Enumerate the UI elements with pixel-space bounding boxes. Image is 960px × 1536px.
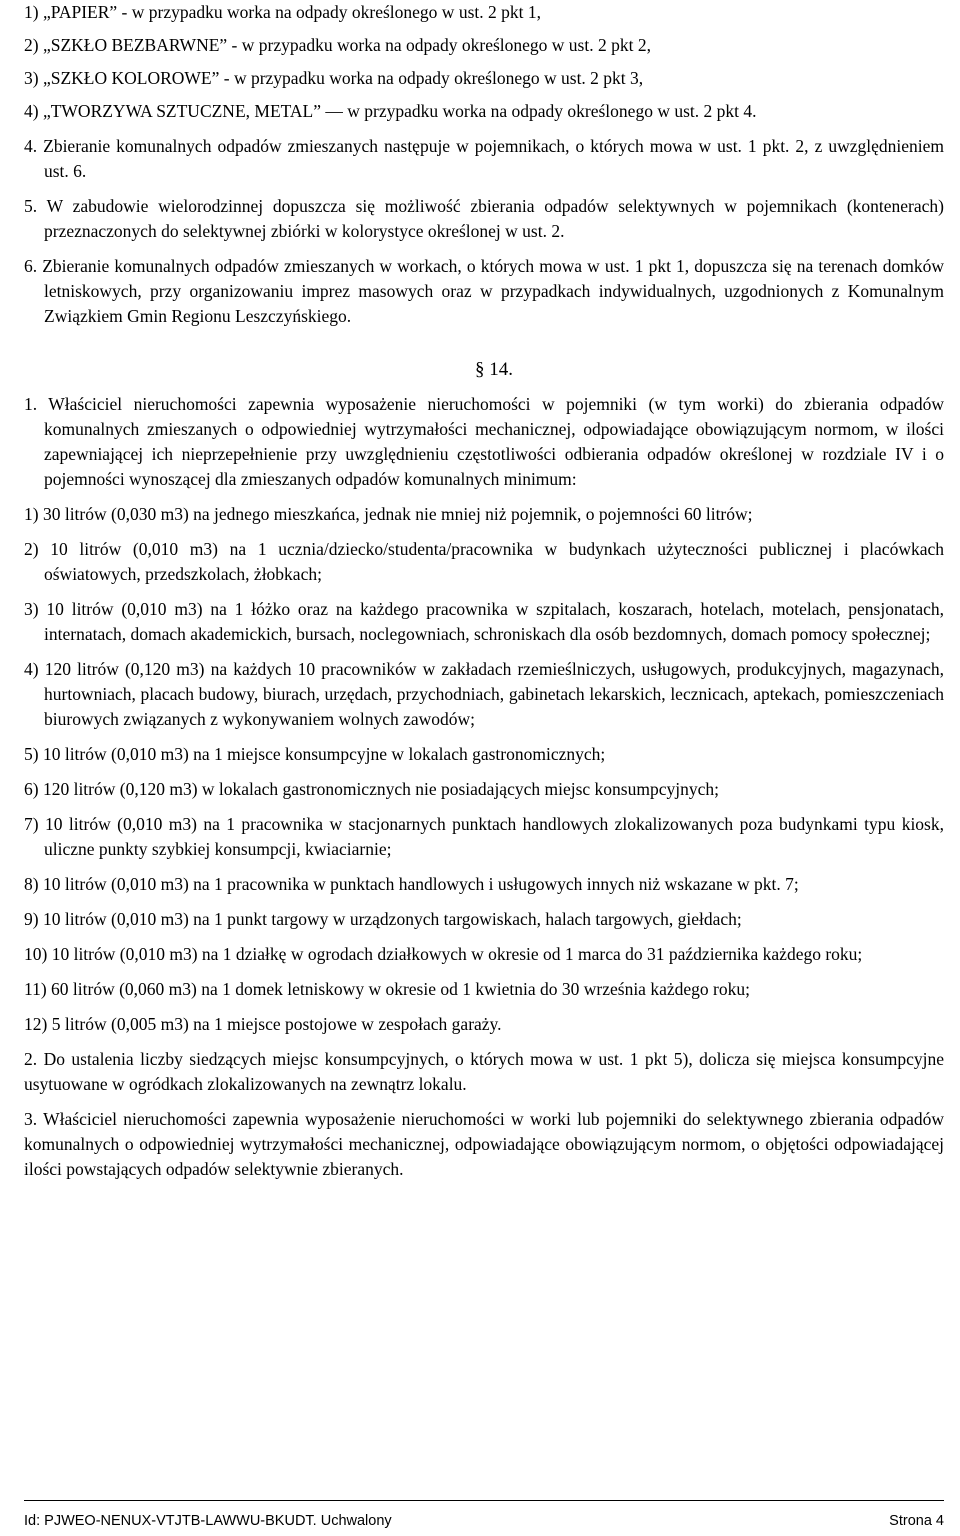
list-item: 8) 10 litrów (0,010 m3) na 1 pracownika w punktach handlowych i usługowych innych niż wskazane w pkt. 7; — [24, 874, 799, 894]
list-item: 1) „PAPIER” - w przypadku worka na odpady określonego w ust. 2 pkt 1, — [24, 2, 541, 22]
section-paragraph-1: 1. Właściciel nieruchomości zapewnia wyposażenie nieruchomości w pojemniki (w tym worki) do zbierania odpadów komunalnych zmieszanych o odpowiedniej wytrzymałości mechanicznej, odpowiadające obowiązującym normom, w ilości zapewniającej ich nieprzepełnienie przy uwzględnieniu częstotliwości odbierania odpadów określonej w rozdziale IV i o pojemności wynoszącej dla zmieszanych odpadów komunalnych minimum: — [24, 394, 944, 489]
list-item: 3) 10 litrów (0,010 m3) na 1 łóżko oraz na każdego pracownika w szpitalach, koszarach, hotelach, motelach, pensjonatach, internatach, domach akademickich, bursach, noclegowniach, schroniskach dla osób bezdomnych, domach pomocy społecznej; — [24, 599, 944, 644]
list-item: 5) 10 litrów (0,010 m3) na 1 miejsce konsumpcyjne w lokalach gastronomicznych; — [24, 744, 606, 764]
list-item: 11) 60 litrów (0,060 m3) na 1 domek letniskowy w okresie od 1 kwietnia do 30 września każdego roku; — [24, 979, 750, 999]
section-paragraph-2: 2. Do ustalenia liczby siedzących miejsc konsumpcyjnych, o których mowa w ust. 1 pkt 5), dolicza się miejsca konsumpcyjne usytuowane w ogródkach zlokalizowanych na zewnątrz lokalu. — [24, 1049, 944, 1094]
list-item: 9) 10 litrów (0,010 m3) na 1 punkt targowy w urządzonych targowiskach, halach targowych, giełdach; — [24, 909, 742, 929]
paragraph-6: 6. Zbieranie komunalnych odpadów zmieszanych w workach, o których mowa w ust. 1 pkt 1, dopuszcza się na terenach domków letniskowych, przy organizowaniu imprez masowych oraz w przypadkach indywidualnych, uzgodnionych z Komunalnym Związkiem Gmin Regionu Leszczyńskiego. — [24, 256, 944, 326]
page-footer — [24, 1500, 944, 1531]
list-item: 4) „TWORZYWA SZTUCZNE, METAL” — w przypadku worka na odpady określonego w ust. 2 pkt 4. — [24, 101, 757, 121]
paragraph-5: 5. W zabudowie wielorodzinnej dopuszcza się możliwość zbierania odpadów selektywnych w pojemnikach (kontenerach) przeznaczonych do selektywnej zbiórki w kolorystyce określonej w ust. 2. — [24, 196, 944, 241]
paragraph-4: 4. Zbieranie komunalnych odpadów zmieszanych następuje w pojemnikach, o których mowa w ust. 1 pkt. 2, z uwzględnieniem ust. 6. — [24, 136, 944, 181]
section-paragraph-3: 3. Właściciel nieruchomości zapewnia wyposażenie nieruchomości w worki lub pojemniki do selektywnego zbierania odpadów komunalnych o odpowiedniej wytrzymałości mechanicznej, odpowiadające obowiązującym normom, o objętości odpowiadającej ilości powstających odpadów selektywnie zbieranych. — [24, 1109, 944, 1179]
document-page — [24, 0, 944, 1182]
list-item: 7) 10 litrów (0,010 m3) na 1 pracownika w stacjonarnych punktach handlowych zlokalizowanych poza budynkami typu kiosk, uliczne punkty szybkiej konsumpcji, kwiaciarnie; — [24, 814, 944, 859]
list-item: 2) „SZKŁO BEZBARWNE” - w przypadku worka na odpady określonego w ust. 2 pkt 2, — [24, 35, 651, 55]
list-item: 12) 5 litrów (0,005 m3) na 1 miejsce postojowe w zespołach garaży. — [24, 1014, 502, 1034]
document-id: Id: PJWEO-NENUX-VTJTB-LAWWU-BKUDT. Uchwalony — [24, 1513, 392, 1529]
top-list — [24, 0, 944, 124]
capacity-list — [24, 502, 944, 1037]
list-item: 4) 120 litrów (0,120 m3) na każdych 10 pracowników w zakładach rzemieślniczych, usługowych, produkcyjnych, magazynach, hurtowniach, placach budowy, biurach, urzędach, przychodniach, gabinetach lekarskich, lecznicach, aptekach, pomieszczeniach biurowych związanych z wykonywaniem wolnych zawodów; — [24, 659, 944, 729]
section-heading: § 14. — [475, 359, 513, 380]
page-number: Strona 4 — [889, 1513, 944, 1529]
list-item: 1) 30 litrów (0,030 m3) na jednego mieszkańca, jednak nie mniej niż pojemnik, o pojemności 60 litrów; — [24, 504, 753, 524]
list-item: 6) 120 litrów (0,120 m3) w lokalach gastronomicznych nie posiadających miejsc konsumpcyjnych; — [24, 779, 719, 799]
list-item: 3) „SZKŁO KOLOROWE” - w przypadku worka na odpady określonego w ust. 2 pkt 3, — [24, 68, 644, 88]
list-item: 10) 10 litrów (0,010 m3) na 1 działkę w ogrodach działkowych w okresie od 1 marca do 31 października każdego roku; — [24, 944, 863, 964]
list-item: 2) 10 litrów (0,010 m3) na 1 ucznia/dziecko/studenta/pracownika w budynkach użyteczności publicznej i placówkach oświatowych, przedszkolach, żłobkach; — [24, 539, 944, 584]
